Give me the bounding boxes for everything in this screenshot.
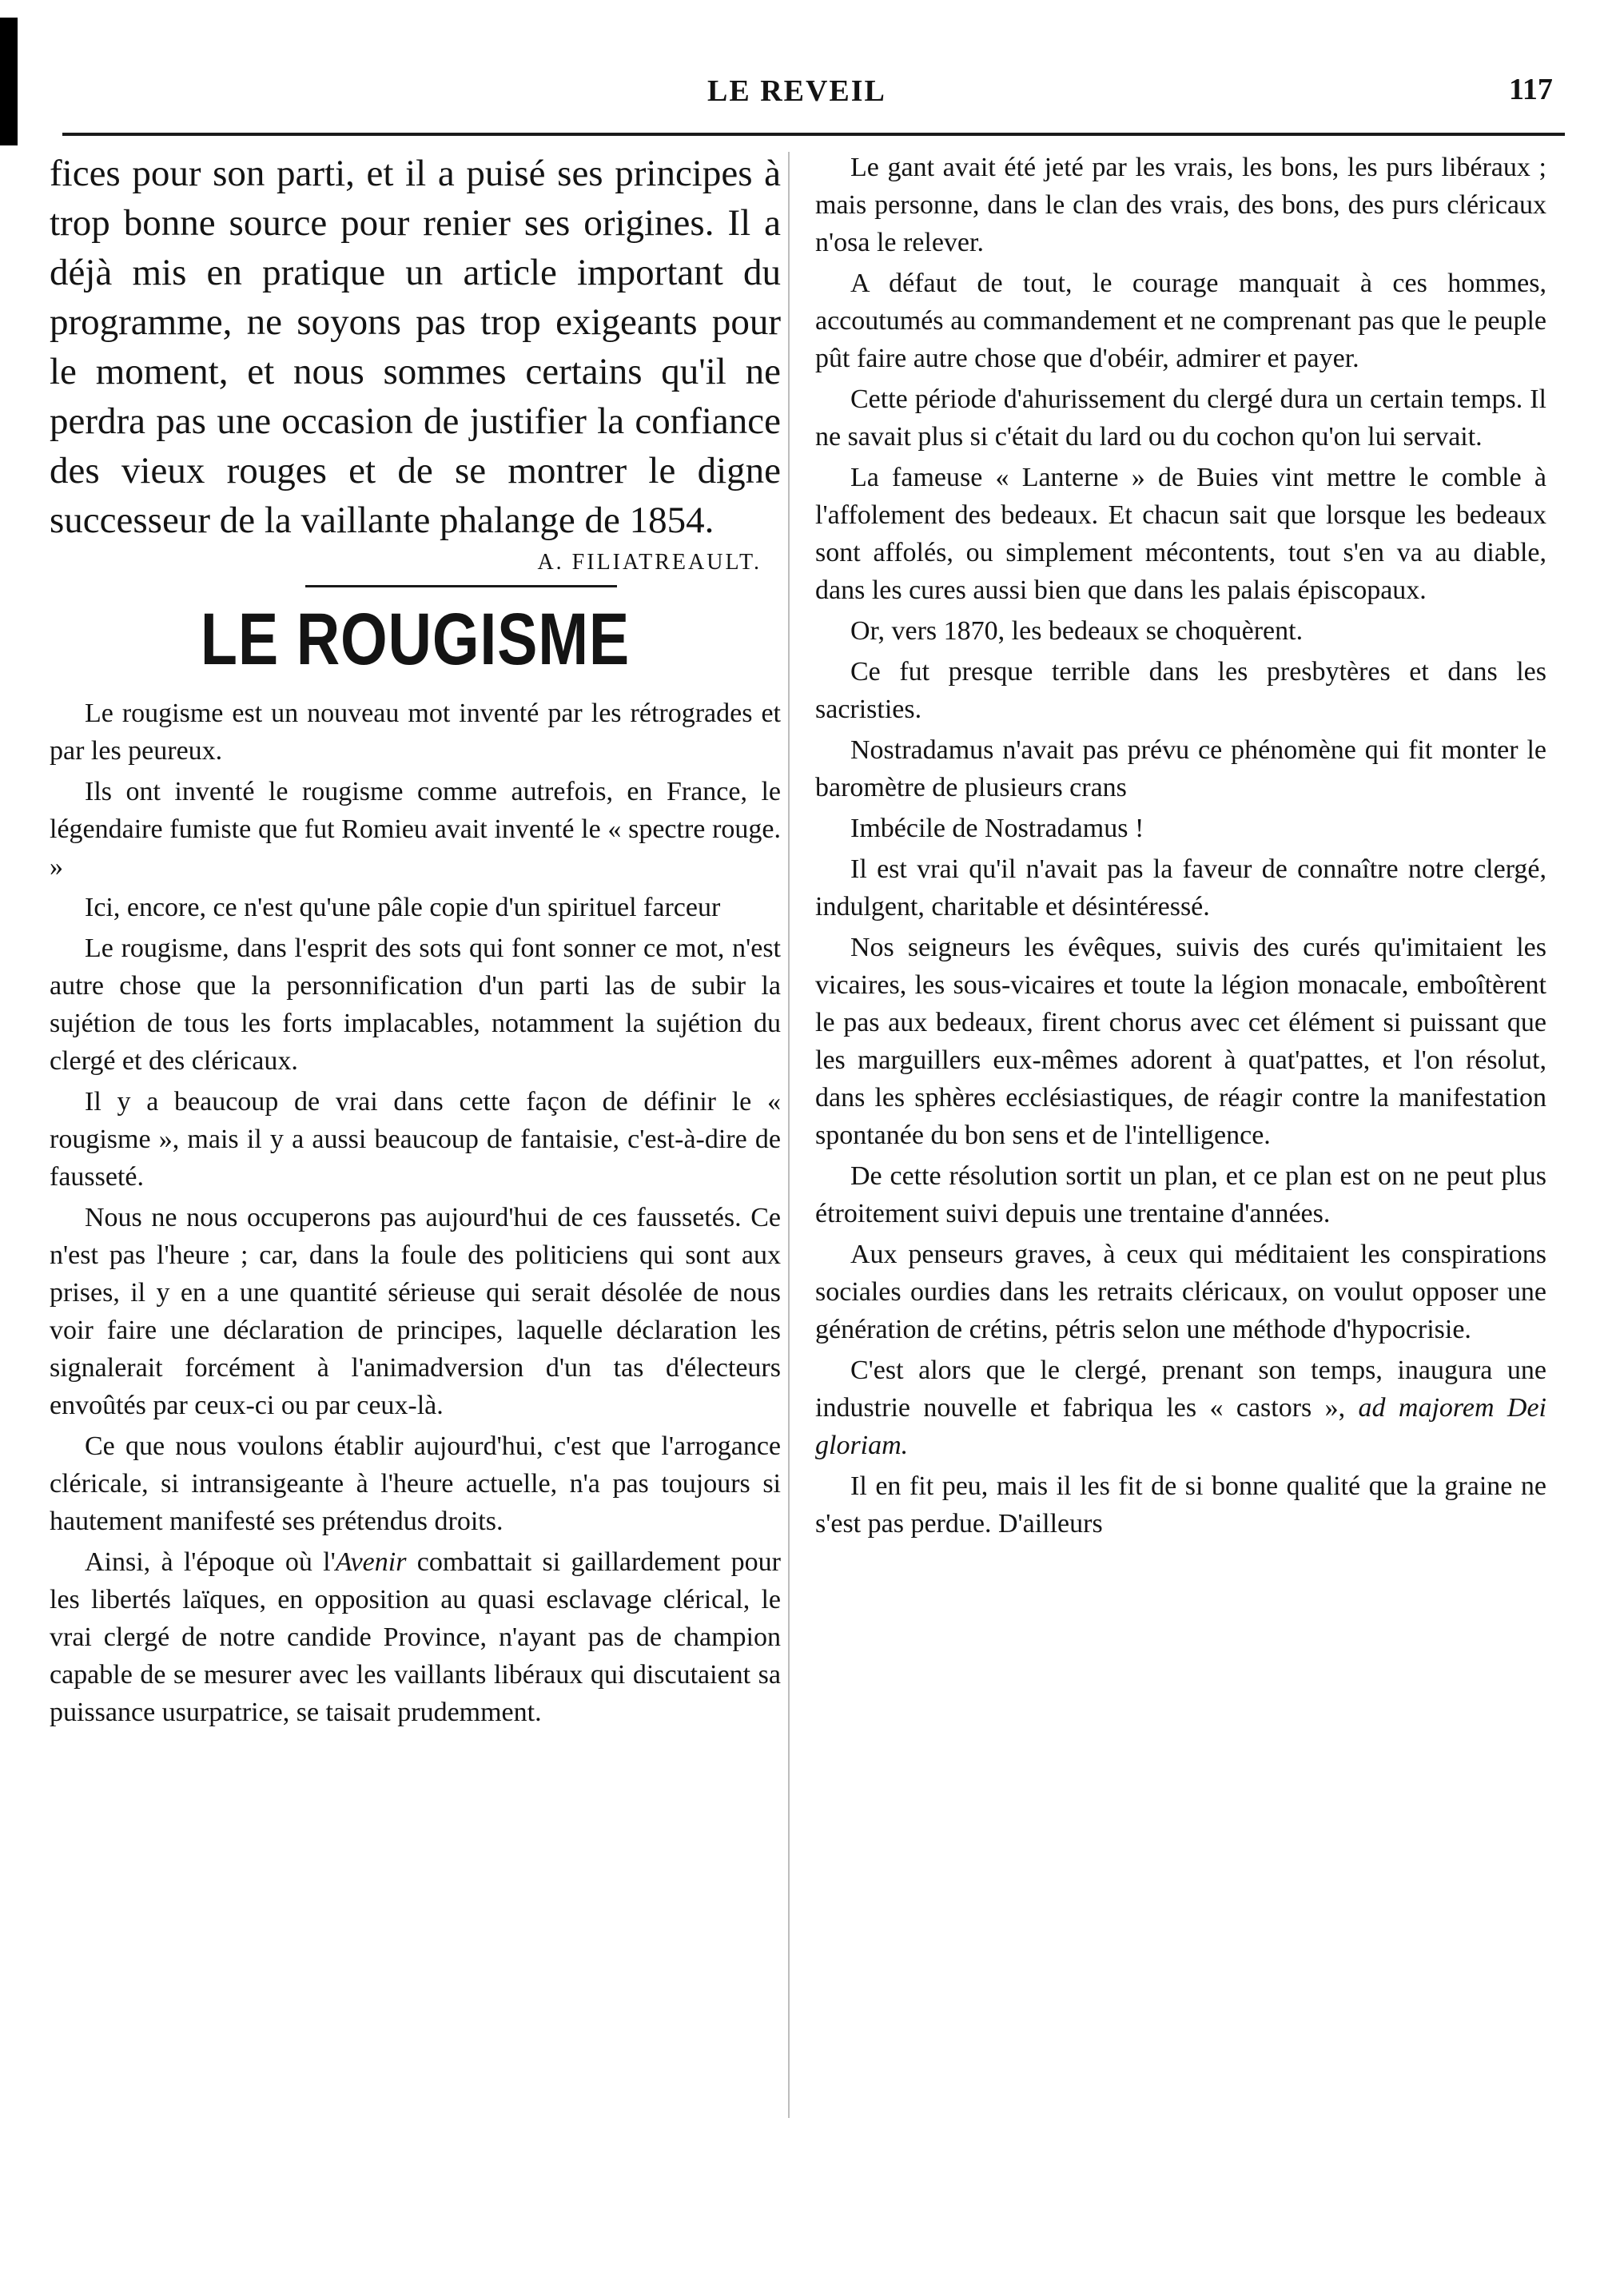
article-paragraph: Le rougisme, dans l'esprit des sots qui font sonner ce mot, n'est autre chose que la personnification d'un parti las de subir la sujétion de tous les forts implacables, notamment la sujétion du clergé et des cléricaux. [50,934,781,1076]
article-paragraph: A défaut de tout, le courage manquait à ces hommes, accoutumés au commandement et ne comprenant pas que le peuple pût faire autre chose que d'obéir, admirer et payer. [815,269,1546,373]
scan-edge-mark [0,18,18,145]
article-paragraph: Nous ne nous occuperons pas aujourd'hui de ces faussetés. Ce n'est pas l'heure ; car, dans la foule des politiciens qui sont aux prises, il y en a une quantité sérieuse qui serait désolée de nous voir faire une déclaration de principes, laquelle déclaration les signalerait forcément à l'animadversion d'un tas d'électeurs envoûtés par ceux-ci ou par ceux-là. [50,1203,781,1420]
article-paragraph: La fameuse « Lanterne » de Buies vint mettre le comble à l'affolement des bedeaux. Et chacun sait que lorsque les bedeaux sont affolés, ou simplement mécontents, tout s'en va au diable, dans les cures aussi bien que dans les palais épiscopaux. [815,463,1546,605]
article-paragraph: De cette résolution sortit un plan, et ce plan est on ne peut plus étroitement suivi depuis une trentaine d'années. [815,1161,1546,1228]
article-paragraph: Nos seigneurs les évêques, suivis des curés qu'imitaient les vicaires, les sous-vicaires et toute la légion monacale, emboîtèrent le pas aux bedeaux, firent chorus avec cet élément si puissant que les marguillers eux-mêmes adorent à quat'pattes, et l'on résolut, dans les sphères ecclésiastiques, de réagir contre la manifestation spontanée du bon sens et de l'intelligence. [815,933,1546,1150]
castors-paragraph [815,1352,1546,1464]
article-paragraph: Ils ont inventé le rougisme comme autrefois, en France, le légendaire fumiste que fut Romieu avait inventé le « spectre rouge. » [50,777,781,882]
article-paragraph: Ce que nous voulons établir aujourd'hui, c'est que l'arrogance cléricale, si intransigeante à l'heure actuelle, n'a pas toujours si hautement manifesté ses prétendus droits. [50,1431,781,1536]
avenir-text-start: Ainsi, à l'époque où l' [85,1547,336,1577]
article-paragraph: Le gant avait été jeté par les vrais, les bons, les purs libéraux ; mais personne, dans le clan des vrais, des bons, des purs cléricaux n'osa le relever. [815,153,1546,257]
column-divider [788,152,790,2118]
avenir-text-end: combattait si gaillardement pour les libertés laïques, en opposition au quasi esclavage clérical, le vrai clergé de notre candide Province, n'ayant pas de champion capable de se mesurer avec les vaillants libéraux qui discutaient sa puissance usurpatrice, se taisait prudemment. [50,1547,781,1727]
article-paragraph: Il est vrai qu'il n'avait pas la faveur de connaître notre clergé, indulgent, charitable et désintéressé. [815,854,1546,922]
article-paragraph: Le rougisme est un nouveau mot inventé par les rétrogrades et par les peureux. [50,699,781,766]
section-rule [305,585,617,587]
latin-motto: ad majorem Dei gloriam. [815,1393,1546,1460]
left-column [50,149,781,1734]
article-paragraph: Cette période d'ahurissement du clergé dura un certain temps. Il ne savait plus si c'était du lard ou du cochon qu'on lui servait. [815,384,1546,452]
article-paragraph: Aux penseurs graves, à ceux qui méditaient les conspirations sociales ourdies dans les retraits cléricaux, on voulut opposer une génération de crétins, pétris selon une méthode d'hypocrisie. [815,1240,1546,1344]
castors-text: C'est alors que le clergé, prenant son temps, inaugura une industrie nouvelle et fabriqua les « castors », [815,1355,1546,1423]
running-title: LE REVEIL [707,74,886,108]
article-title: LE ROUGISME [200,599,631,680]
byline: A. FILIATREAULT. [537,550,762,575]
avenir-newspaper-title: Avenir [335,1547,407,1577]
article-paragraph: Il en fit peu, mais il les fit de si bonne qualité que la graine ne s'est pas perdue. D'ailleurs [815,1471,1546,1539]
article-paragraph: Ce fut presque terrible dans les presbytères et dans les sacristies. [815,657,1546,724]
right-column [815,149,1546,1546]
article-paragraph: Imbécile de Nostradamus ! [850,814,1144,843]
article-paragraph: Ici, encore, ce n'est qu'une pâle copie d'un spirituel farceur [85,893,721,922]
article-paragraph: Il y a beaucoup de vrai dans cette façon de définir le « rougisme », mais il y a aussi beaucoup de fantaisie, c'est-à-dire de fausseté. [50,1087,781,1192]
article-paragraph: Or, vers 1870, les bedeaux se choquèrent. [850,616,1304,646]
header-rule [62,133,1565,136]
avenir-paragraph [50,1543,781,1731]
page-number: 117 [1509,73,1553,106]
article-paragraph: Nostradamus n'avait pas prévu ce phénomène qui fit monter le baromètre de plusieurs crans [815,735,1546,802]
lead-paragraph: fices pour son parti, et il a puisé ses principes à trop bonne source pour renier ses origines. Il a déjà mis en pratique un article important du programme, ne soyons pas trop exigeants pour le moment, et nous sommes certains qu'il ne perdra pas une occasion de justifier la confiance des vieux rouges et de se montrer le digne successeur de la vaillante phalange de 1854. [50,153,781,541]
